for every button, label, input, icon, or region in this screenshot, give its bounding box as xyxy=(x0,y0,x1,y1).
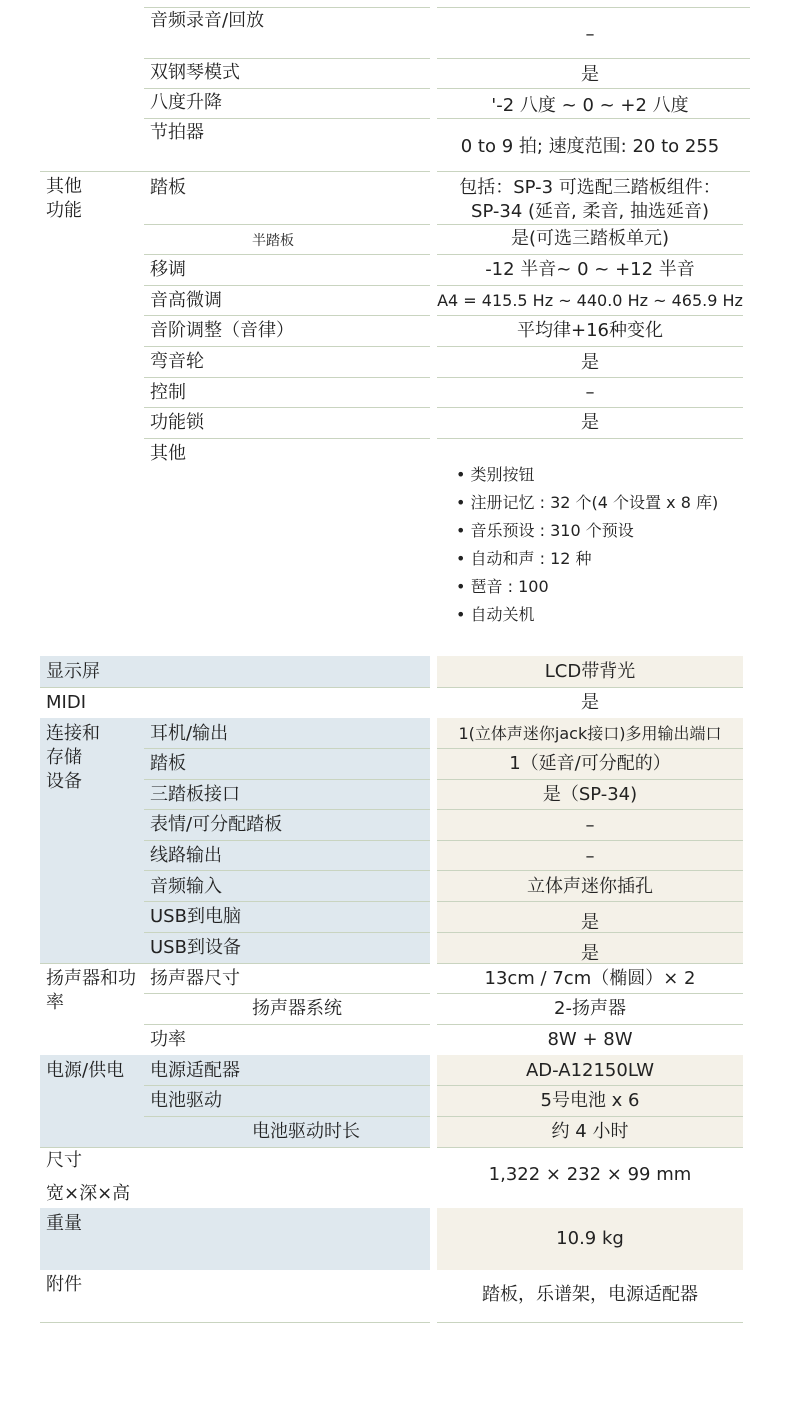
row-value-display: LCD带背光 xyxy=(544,661,636,682)
row-value-half-pedal: 是(可选三踏板单元) xyxy=(510,228,670,249)
row-label-octave-shift: 八度升降 xyxy=(150,92,222,113)
row-value-accessories: 踏板，乐谱架，电源适配器 xyxy=(482,1284,698,1305)
row-value-tuning: A4 = 415.5 Hz ~ 440.0 Hz ~ 465.9 Hz xyxy=(437,291,743,310)
row-label-pedal-jack: 踏板 xyxy=(150,753,186,774)
row-value-dimensions: 1,322 × 232 × 99 mm xyxy=(488,1164,692,1185)
category-power-supply: 电源/供电 xyxy=(46,1060,125,1081)
row-value-function-lock: 是 xyxy=(581,412,599,433)
row-value-duet-mode: 是 xyxy=(581,64,599,85)
row-label-headphones: 耳机/输出 xyxy=(150,723,229,744)
row-label-function-lock: 功能锁 xyxy=(150,412,204,433)
row-label-battery: 电池驱动 xyxy=(150,1090,222,1111)
category-io-line3: 设备 xyxy=(46,771,82,792)
row-value-adapter: AD-A12150LW xyxy=(525,1060,655,1081)
row-value-pedal-line2: SP-34 (延音, 柔音, 抽选延音) xyxy=(471,201,709,222)
category-other-line2: 功能 xyxy=(46,200,82,221)
row-value-midi: 是 xyxy=(581,692,599,713)
row-label-usb-host: USB到电脑 xyxy=(150,906,241,927)
row-label-dimensions-sub: 宽×深×高 xyxy=(46,1183,131,1204)
row-value-speaker-system: 2-扬声器 xyxy=(554,998,626,1019)
row-label-audio-record: 音频录音/回放 xyxy=(150,10,265,31)
row-label-tuning: 音高微调 xyxy=(150,290,222,311)
row-label-expression-pedal: 表情/可分配踏板 xyxy=(150,814,283,835)
misc-list-item: • 自动关机 xyxy=(456,604,535,626)
row-label-usb-device: USB到设备 xyxy=(150,937,241,958)
row-value-control: – xyxy=(585,382,595,403)
row-label-audio-in: 音频输入 xyxy=(150,876,222,897)
row-label-adapter: 电源适配器 xyxy=(150,1060,240,1081)
row-label-speaker-size: 扬声器尺寸 xyxy=(150,968,240,989)
misc-list-item: • 类别按钮 xyxy=(456,464,535,486)
row-value-headphones: 1(立体声迷你jack接口)多用输出端口 xyxy=(458,724,722,743)
row-label-pitch-bend: 弯音轮 xyxy=(150,351,204,372)
row-value-amp-power: 8W + 8W xyxy=(547,1029,633,1050)
row-value-octave-shift: '-2 八度 ~ 0 ~ +2 八度 xyxy=(491,95,689,116)
category-speaker-line1: 扬声器和功 xyxy=(46,968,136,989)
row-value-pedal-line1: 包括：SP-3 可选配三踏板组件： xyxy=(459,177,721,198)
misc-list-item: • 自动和声 : 12 种 xyxy=(456,548,592,570)
row-value-battery: 5号电池 x 6 xyxy=(540,1090,640,1111)
row-value-weight: 10.9 kg xyxy=(556,1228,624,1249)
row-label-weight: 重量 xyxy=(46,1213,82,1234)
row-value-line-out: – xyxy=(585,846,595,867)
row-label-duet-mode: 双钢琴模式 xyxy=(150,62,240,83)
row-label-speaker-system: 扬声器系统 xyxy=(252,998,342,1019)
row-value-expression-pedal: – xyxy=(585,815,595,836)
row-label-midi: MIDI xyxy=(46,692,87,713)
row-value-audio-in: 立体声迷你插孔 xyxy=(527,876,653,897)
row-label-transpose: 移调 xyxy=(150,259,186,280)
row-label-amp-power: 功率 xyxy=(150,1029,186,1050)
category-io-line2: 存储 xyxy=(46,747,82,768)
misc-list-item: • 注册记忆 : 32 个(4 个设置 x 8 库) xyxy=(456,492,718,514)
row-value-pedal-jack: 1（延音/可分配的） xyxy=(509,753,671,774)
row-label-display: 显示屏 xyxy=(46,661,100,682)
row-label-dimensions: 尺寸 xyxy=(46,1150,82,1171)
row-value-metronome: 0 to 9 拍; 速度范围: 20 to 255 xyxy=(460,136,720,157)
weight-left-bg xyxy=(40,1208,430,1270)
row-label-half-pedal: 半踏板 xyxy=(252,233,294,249)
row-label-temperament: 音阶调整（音律） xyxy=(150,320,294,341)
row-label-metronome: 节拍器 xyxy=(150,122,204,143)
row-label-battery-life: 电池驱动时长 xyxy=(252,1121,360,1142)
row-value-pitch-bend: 是 xyxy=(581,352,599,373)
row-label-triple-pedal: 三踏板接口 xyxy=(150,784,240,805)
row-value-speaker-size: 13cm / 7cm（椭圆）× 2 xyxy=(484,968,696,989)
row-label-line-out: 线路输出 xyxy=(150,845,222,866)
row-value-usb-device: 是 xyxy=(581,943,599,964)
category-speaker-line2: 率 xyxy=(46,992,64,1013)
row-label-pedal: 踏板 xyxy=(150,177,186,198)
row-label-accessories: 附件 xyxy=(46,1274,82,1295)
row-value-usb-host: 是 xyxy=(581,912,599,933)
row-label-control: 控制 xyxy=(150,382,186,403)
misc-list-item: • 琶音 : 100 xyxy=(456,576,549,598)
misc-list-item: • 音乐预设 : 310 个预设 xyxy=(456,520,634,542)
row-value-transpose: -12 半音~ 0 ~ +12 半音 xyxy=(485,259,695,280)
category-other-line1: 其他 xyxy=(46,176,82,197)
row-value-triple-pedal: 是（SP-34) xyxy=(542,784,638,805)
row-value-temperament: 平均律+16种变化 xyxy=(517,320,663,341)
row-value-audio-record: – xyxy=(585,24,595,45)
row-label-misc: 其他 xyxy=(150,443,186,464)
category-io-line1: 连接和 xyxy=(46,723,100,744)
row-value-battery-life: 约 4 小时 xyxy=(551,1121,629,1142)
